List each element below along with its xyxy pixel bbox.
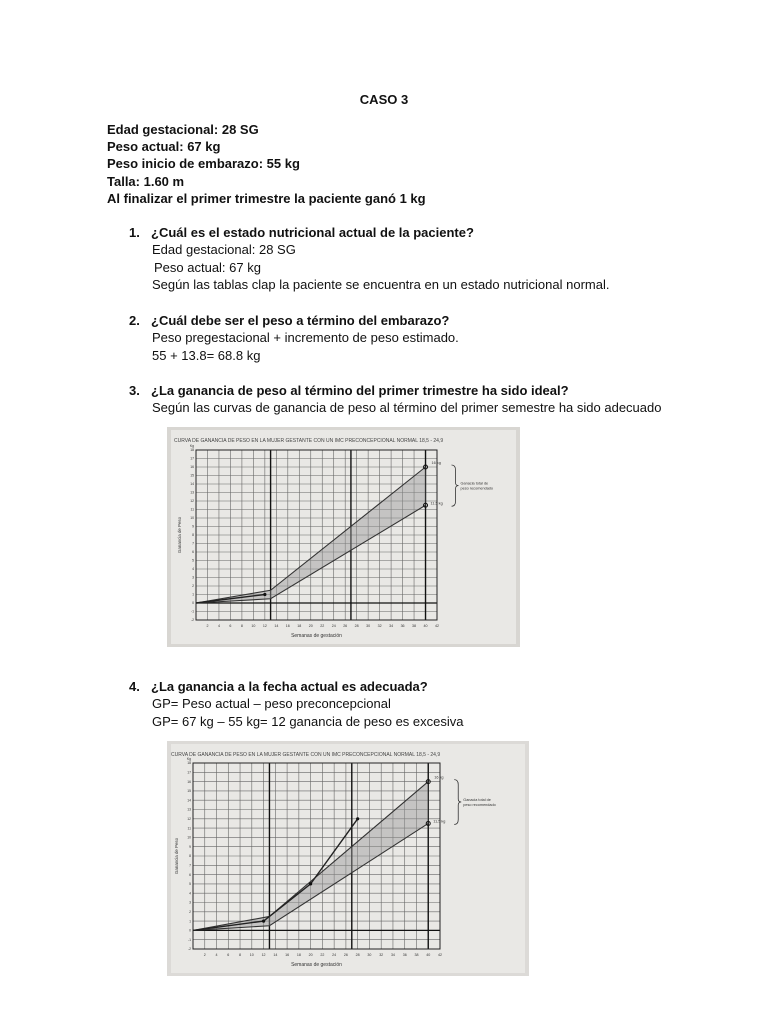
question-number: 2.: [129, 313, 140, 328]
x-tick-label: 34: [390, 953, 395, 957]
answer-line: GP= Peso actual – peso preconcepcional: [152, 696, 391, 712]
x-axis-label: Semanas de gestación: [291, 633, 342, 639]
y-tick-label: 0: [192, 601, 194, 606]
x-tick-label: 36: [400, 624, 405, 628]
y-unit-label: Kg: [189, 444, 194, 448]
question-text: ¿Cuál es el estado nutricional actual de la paciente?: [151, 225, 474, 240]
lower-limit-label: 11,5 kg: [433, 819, 446, 824]
x-tick-label: 16: [285, 624, 290, 628]
y-tick-label: 15: [190, 473, 194, 478]
x-tick-label: 18: [296, 953, 301, 957]
lower-limit-label: 11,5 kg: [430, 501, 443, 506]
x-axis-label: Semanas de gestación: [291, 962, 342, 968]
x-tick-label: 20: [308, 953, 313, 957]
x-tick-label: 2: [206, 624, 209, 628]
bracket-label: peso recomendado: [460, 486, 494, 491]
x-tick-label: 40: [423, 624, 428, 628]
question-text: ¿Cuál debe ser el peso a término del embarazo?: [151, 313, 450, 328]
y-tick-label: 9: [189, 844, 191, 849]
y-tick-label: 4: [189, 891, 191, 896]
y-tick-label: 2: [192, 584, 194, 589]
x-tick-label: 14: [274, 624, 279, 628]
x-tick-label: 42: [435, 624, 439, 628]
upper-limit-label: 16 kg: [434, 775, 444, 780]
patient-point: [309, 882, 312, 885]
question-number: 4.: [129, 679, 140, 694]
answer-line: Edad gestacional: 28 SG: [152, 242, 296, 258]
x-tick-label: 22: [320, 953, 325, 957]
y-tick-label: 15: [187, 789, 191, 794]
x-tick-label: 24: [332, 953, 337, 957]
y-tick-label: 14: [190, 482, 194, 487]
y-tick-label: 11: [187, 826, 191, 831]
x-tick-label: 10: [251, 624, 256, 628]
question-3: [129, 382, 661, 417]
x-tick-label: 12: [262, 624, 267, 628]
y-axis-label: Ganancia de Peso: [177, 516, 182, 554]
chart-title: CURVA DE GANANCIA DE PESO EN LA MUJER GESTANTE CON UN IMC PRECONCEPCIONAL NORMAL 18,5 - 24,9: [174, 438, 444, 444]
question-text: ¿La ganancia a la fecha actual es adecuada?: [151, 679, 428, 694]
x-tick-label: 32: [377, 624, 382, 628]
x-tick-label: 16: [285, 953, 290, 957]
y-tick-label: 6: [192, 550, 194, 555]
y-tick-label: 12: [190, 499, 194, 504]
y-tick-label: 18: [187, 761, 191, 766]
y-tick-label: 7: [189, 863, 191, 868]
answer-line: GP= 67 kg – 55 kg= 12 ganancia de peso es excesiva: [152, 713, 464, 729]
x-tick-label: 18: [297, 624, 302, 628]
x-tick-label: 4: [217, 624, 220, 628]
y-tick-label: -2: [190, 618, 194, 623]
x-tick-label: 4: [215, 953, 218, 957]
y-tick-label: 4: [192, 567, 194, 572]
x-tick-label: 28: [355, 953, 360, 957]
y-tick-label: 2: [189, 910, 191, 914]
bracket-label: Ganacia total de: [460, 481, 489, 486]
question-2: [129, 312, 459, 364]
x-tick-label: 40: [426, 953, 431, 957]
bracket-label: Ganacia total de: [463, 798, 491, 803]
answer-line: Según las curvas de ganancia de peso al término del primer semestre ha sido adecuado: [152, 400, 662, 416]
y-tick-label: 11: [190, 507, 194, 512]
chart-grid: [193, 763, 440, 949]
x-tick-label: 8: [239, 953, 242, 957]
x-tick-label: 34: [389, 624, 394, 628]
answer-line: Según las tablas clap la paciente se encuentra en un estado nutricional normal.: [152, 276, 610, 292]
x-tick-label: 28: [354, 624, 359, 628]
x-tick-label: 26: [343, 624, 348, 628]
question-4: [129, 678, 464, 730]
x-tick-label: 32: [379, 953, 384, 957]
y-tick-label: 9: [192, 524, 194, 529]
y-tick-label: 17: [190, 456, 194, 461]
y-tick-label: 6: [189, 872, 191, 877]
y-tick-label: 16: [187, 779, 191, 784]
y-tick-label: 17: [187, 770, 191, 775]
y-tick-label: -1: [190, 609, 194, 614]
x-tick-label: 22: [320, 624, 325, 628]
question-text: ¿La ganancia de peso al término del primer trimestre ha sido ideal?: [151, 383, 569, 398]
y-tick-label: 8: [189, 854, 191, 859]
answer-line: Peso actual: 67 kg: [154, 259, 261, 275]
x-tick-label: 30: [367, 953, 372, 957]
fact-first-trimester-gain: Al finalizar el primer trimestre la paciente ganó 1 kg: [107, 190, 426, 206]
y-unit-label: Kg: [186, 757, 191, 761]
y-tick-label: 3: [192, 575, 194, 580]
question-number: 3.: [129, 383, 140, 398]
y-tick-label: 0: [189, 928, 191, 933]
x-tick-label: 38: [414, 953, 419, 957]
weight-gain-chart: [167, 427, 520, 647]
case-title: CASO 3: [359, 92, 409, 107]
x-tick-label: 24: [331, 624, 336, 628]
x-tick-label: 30: [366, 624, 371, 628]
patient-point: [263, 593, 266, 596]
answer-line: 55 + 13.8= 68.8 kg: [152, 347, 261, 363]
patient-point: [262, 920, 265, 923]
patient-point: [356, 817, 359, 820]
x-tick-label: 38: [412, 624, 417, 628]
upper-limit-label: 16 kg: [431, 461, 441, 465]
x-tick-label: 2: [203, 953, 206, 957]
x-tick-label: 42: [438, 953, 442, 957]
x-tick-label: 10: [249, 953, 254, 957]
y-tick-label: 10: [187, 835, 191, 840]
fact-height: Talla: 1.60 m: [107, 173, 185, 189]
y-tick-label: 5: [189, 882, 191, 887]
y-tick-label: 7: [192, 541, 194, 546]
y-tick-label: 10: [190, 516, 194, 521]
y-tick-label: -1: [187, 937, 191, 942]
x-tick-label: 14: [273, 953, 278, 957]
y-tick-label: 13: [187, 807, 191, 812]
x-tick-label: 12: [261, 953, 266, 957]
x-tick-label: 6: [227, 953, 230, 957]
weight-gain-chart-photo-2: [167, 741, 529, 976]
x-tick-label: 26: [343, 953, 348, 957]
y-tick-label: 16: [190, 465, 194, 470]
x-tick-label: 8: [240, 624, 243, 628]
chart-title: CURVA DE GANANCIA DE PESO EN LA MUJER GESTANTE CON UN IMC PRECONCEPCIONAL NORMAL 18,5 - 24,9: [171, 752, 441, 758]
y-tick-label: 14: [187, 798, 191, 803]
bracket-label: peso recomendado: [463, 803, 496, 808]
weight-gain-chart-photo-1: [167, 427, 520, 647]
x-tick-label: 36: [402, 953, 407, 957]
fact-initial-weight: Peso inicio de embarazo: 55 kg: [107, 156, 300, 172]
question-1: [129, 224, 609, 293]
x-tick-label: 20: [308, 624, 313, 628]
case-facts: [107, 121, 426, 207]
answer-line: Peso pregestacional + incremento de peso estimado.: [152, 330, 459, 346]
y-tick-label: 1: [192, 592, 194, 597]
y-tick-label: 13: [190, 490, 194, 495]
chart-grid: [196, 450, 437, 620]
y-tick-label: 1: [189, 919, 191, 924]
y-tick-label: 18: [190, 448, 194, 453]
question-number: 1.: [129, 225, 140, 240]
y-tick-label: -2: [187, 947, 191, 952]
y-tick-label: 5: [192, 558, 194, 563]
x-tick-label: 6: [229, 624, 232, 628]
fact-current-weight: Peso actual: 67 kg: [107, 139, 221, 155]
fact-gestational-age: Edad gestacional: 28 SG: [107, 122, 259, 137]
y-tick-label: 12: [187, 817, 191, 821]
y-tick-label: 3: [189, 900, 191, 905]
weight-gain-chart: [167, 741, 529, 976]
y-tick-label: 8: [192, 533, 194, 538]
y-axis-label: Ganancia de Peso: [174, 837, 179, 875]
